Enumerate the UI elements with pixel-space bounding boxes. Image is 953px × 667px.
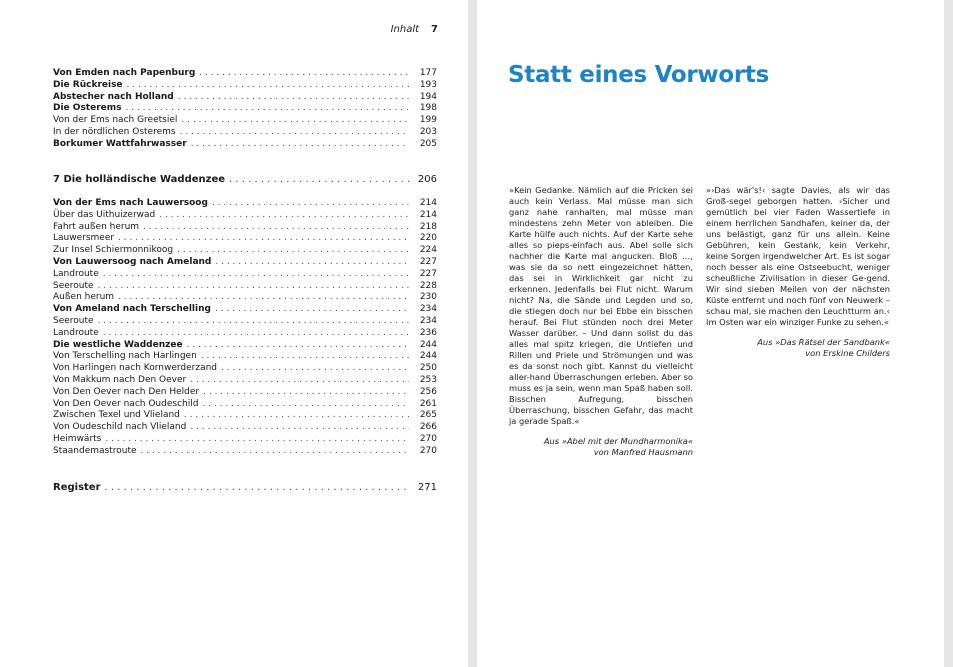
toc-entry-label: Von Harlingen nach Kornwerderzand — [53, 363, 218, 374]
right-page — [477, 0, 944, 667]
quote-column-1 — [509, 185, 693, 458]
toc-leader-dots — [141, 446, 409, 458]
toc-entry[interactable] — [53, 340, 437, 352]
toc-entry-page: 194 — [419, 91, 437, 102]
toc-entry[interactable] — [53, 399, 437, 411]
toc-entry[interactable] — [53, 222, 437, 234]
running-head-title: Inhalt — [390, 24, 420, 35]
toc-entry-page: 250 — [419, 363, 437, 374]
toc-leader-dots — [180, 127, 409, 139]
toc-entry-page: 234 — [419, 315, 437, 326]
toc-leader-dots — [127, 80, 409, 92]
toc-leader-dots — [201, 351, 409, 363]
toc-entry[interactable] — [53, 410, 437, 422]
toc-leader-dots — [98, 281, 409, 293]
toc-entry[interactable] — [53, 198, 437, 210]
toc-leader-dots — [143, 222, 409, 234]
toc-leader-dots — [215, 257, 409, 269]
toc-group — [53, 68, 437, 151]
toc-entry-label: 7 Die holländische Waddenzee — [53, 174, 226, 185]
toc-entry[interactable] — [53, 316, 437, 328]
toc-entry-page: 265 — [419, 410, 437, 421]
toc-entry-page: 228 — [419, 280, 437, 291]
toc-entry-label: Die Rückreise — [53, 79, 123, 90]
quote-column-2 — [706, 185, 890, 359]
quote-source-title: Aus »Das Rätsel der Sandbank« — [757, 337, 890, 347]
toc-leader-dots — [118, 233, 409, 245]
running-head — [391, 24, 438, 35]
toc-entry-label: Die Osterems — [53, 103, 122, 114]
toc-entry-label: Fahrt außen herum — [53, 221, 140, 232]
toc-entry-label: Die westliche Waddenzee — [53, 339, 183, 350]
toc-entry[interactable] — [53, 351, 437, 363]
toc-entry[interactable] — [53, 115, 437, 127]
toc-entry-page: 227 — [419, 268, 437, 279]
toc-entry-label: Von Makkum nach Den Oever — [53, 374, 187, 385]
toc-entry-label: Staandemastroute — [53, 445, 137, 456]
toc-entry-label: In der nördlichen Osterems — [53, 126, 176, 137]
toc-entry-page: 198 — [419, 103, 437, 114]
toc-entry-label: Von Den Oever nach Den Helder — [53, 386, 200, 397]
toc-entry-page: 271 — [417, 482, 437, 493]
toc-entry[interactable] — [53, 68, 437, 80]
toc-entry-label: Von der Ems nach Greetsiel — [53, 115, 178, 126]
toc-leader-dots — [215, 304, 409, 316]
page-number: 7 — [431, 24, 438, 35]
quote-source — [706, 337, 890, 359]
toc-entry-page: 256 — [419, 386, 437, 397]
toc-entry[interactable] — [53, 363, 437, 375]
toc-entry-label: Heimwärts — [53, 433, 102, 444]
toc-entry-page: 261 — [419, 398, 437, 409]
toc-entry[interactable] — [53, 375, 437, 387]
toc-leader-dots — [178, 92, 409, 104]
toc-entry-page: 227 — [419, 256, 437, 267]
quote-source-author: von Erskine Childers — [805, 348, 890, 358]
toc-entry[interactable] — [53, 80, 437, 92]
quote-source-title: Aus »Abel mit der Mundharmonika« — [543, 436, 693, 446]
toc-leader-dots — [181, 115, 409, 127]
toc-leader-dots — [105, 434, 409, 446]
quote-source-author: von Manfred Hausmann — [593, 447, 693, 457]
quote-text: »›Das wär's!‹ sagte Davies, als wir das Groß-segel geborgen hatten. ›Sicher und gemütlich bei vier Faden Wassertiefe in einem herrlichen Sandhafen, keiner da, der uns belästigt, ganz für uns allein. Keine Gebühren, kein Gestank, kein Verkehr, keine Sorgen irgendwelcher Art. Es ist sogar noch besser als eine Ostseebucht, weniger scheußliche Zivilisation in dieser Ge-gend. Wir sind sieben Meilen von der nächsten Küste entfernt und noch fünf von Neuwerk – schau mal, sie machen den Leuchtturm an.‹ Im Osten war ein winziger Funke zu sehen.« — [706, 185, 890, 327]
toc-entry-label: Von Ameland nach Terschelling — [53, 304, 211, 315]
toc-leader-dots — [177, 245, 409, 257]
toc-entry-page: 270 — [419, 445, 437, 456]
toc-entry-page: 270 — [419, 433, 437, 444]
toc-leader-dots — [199, 68, 409, 80]
toc-entry-label: Borkumer Wattfahrwasser — [53, 138, 187, 149]
toc-group-chapter — [53, 174, 437, 186]
toc-entry-page: 244 — [419, 351, 437, 362]
toc-entry-page: 244 — [419, 339, 437, 350]
toc-entry-page: 230 — [419, 292, 437, 303]
toc-leader-dots — [191, 139, 409, 151]
quote-source — [509, 436, 693, 458]
toc-leader-dots — [212, 198, 409, 210]
toc-leader-dots — [125, 103, 409, 115]
toc-entry-page: 234 — [419, 304, 437, 315]
toc-entry-page: 205 — [419, 138, 437, 149]
toc-entry-label: Von Den Oever nach Oudeschild — [53, 398, 199, 409]
toc-entry-page: 218 — [419, 221, 437, 232]
toc-leader-dots — [203, 387, 409, 399]
toc-entry-label: Register — [53, 482, 101, 493]
toc-entry-page: 220 — [419, 233, 437, 244]
toc-entry[interactable] — [53, 233, 437, 245]
toc-entry-page: 214 — [419, 209, 437, 220]
toc-entry[interactable] — [53, 446, 437, 458]
toc-entry[interactable] — [53, 292, 437, 304]
toc-entry-page: 253 — [419, 374, 437, 385]
toc-entry-label: Landroute — [53, 268, 99, 279]
toc-entry-label: Außen herum — [53, 292, 115, 303]
toc-entry-label: Über das Uithuizerwad — [53, 209, 156, 220]
toc-group-register — [53, 482, 437, 494]
toc-entry[interactable] — [53, 245, 437, 257]
toc-entry-label: Seeroute — [53, 280, 94, 291]
toc-entry-label: Landroute — [53, 327, 99, 338]
toc-entry[interactable] — [53, 92, 437, 104]
toc-entry-label: Von Terschelling nach Harlingen — [53, 351, 197, 362]
toc-entry[interactable] — [53, 281, 437, 293]
toc-leader-dots — [190, 375, 409, 387]
toc-entry-page: 203 — [419, 126, 437, 137]
toc-entry[interactable] — [53, 387, 437, 399]
toc-leader-dots — [184, 410, 409, 422]
left-page — [0, 0, 468, 667]
toc-leader-dots — [202, 399, 409, 411]
toc-entry-page: 224 — [419, 245, 437, 256]
toc-entry-label: Von der Ems nach Lauwersoog — [53, 198, 208, 208]
toc-leader-dots — [98, 316, 409, 328]
toc-entry[interactable] — [53, 103, 437, 115]
toc-leader-dots — [103, 328, 409, 340]
toc-entry[interactable] — [53, 422, 437, 434]
toc-leader-dots — [229, 174, 409, 186]
toc-group — [53, 198, 437, 458]
toc-entry-label: Zwischen Texel und Vlieland — [53, 410, 180, 421]
toc-leader-dots — [187, 340, 409, 352]
toc-entry-page: 214 — [419, 198, 437, 208]
page-title: Statt eines Vorworts — [508, 62, 769, 88]
toc-entry-label: Von Lauwersoog nach Ameland — [53, 256, 212, 267]
toc-entry[interactable] — [53, 304, 437, 316]
toc-entry-page: 177 — [419, 68, 437, 78]
toc-entry-page: 193 — [419, 79, 437, 90]
toc-entry[interactable] — [53, 174, 437, 186]
toc-entry-page: 236 — [419, 327, 437, 338]
toc-entry[interactable] — [53, 482, 437, 494]
toc-entry-label: Seeroute — [53, 315, 94, 326]
toc-leader-dots — [118, 292, 409, 304]
toc-entry[interactable] — [53, 269, 437, 281]
toc-entry-label: Von Emden nach Papenburg — [53, 68, 196, 78]
toc-entry[interactable] — [53, 257, 437, 269]
toc-leader-dots — [103, 269, 409, 281]
toc-leader-dots — [105, 482, 409, 494]
toc-entry[interactable] — [53, 139, 437, 151]
toc-entry-label: Abstecher nach Holland — [53, 91, 174, 102]
toc-entry-label: Lauwersmeer — [53, 233, 115, 244]
quote-text: »Kein Gedanke. Nämlich auf die Pricken sei auch kein Verlass. Mal müsse man sich ganz nahe ranhalten, mal müsse man mindestens zehn Meter von ableiben. Die Karte hülfe auch nichts. Auf der Karte sehe alles so pieps-einfach aus. Abel solle sich nachher die Karte mal angucken. Bloß …, was sie da so nett eingezeichnet hätten, das sei in Wirklichkeit gar nicht zu erkennen. Jedenfalls bei Flut nicht. Warum nicht? Na, die Sände und Legden und so, die stiegen doch nur bei Ebbe ein bisschen herauf. Bei Flut stünden noch drei Meter Wasser darüber. – Und dann sollst du das alles mal spitz kriegen, die Untiefen und Rillen und Priele und Strömungen und was es da sonst noch gibt. Kannst du vielleicht aller-hand Überraschungen erleben. Aber so muss es ja sein, wenn man Spaß haben soll. Bisschen Aufregung, bisschen Überraschung, bisschen Gefahr, das macht ja gerade Spaß.« — [509, 185, 693, 426]
toc-leader-dots — [190, 422, 409, 434]
toc-entry-label: Zur Insel Schiermonnikoog — [53, 245, 174, 256]
toc-entry-page: 206 — [417, 174, 437, 185]
toc-entry-page: 266 — [419, 422, 437, 433]
toc-entry[interactable] — [53, 434, 437, 446]
toc-leader-dots — [221, 363, 409, 375]
toc-entry-page: 199 — [419, 115, 437, 126]
toc-leader-dots — [159, 210, 409, 222]
toc-entry-label: Von Oudeschild nach Vlieland — [53, 422, 187, 433]
toc-entry[interactable] — [53, 127, 437, 139]
toc-entry[interactable] — [53, 328, 437, 340]
toc-entry[interactable] — [53, 210, 437, 222]
